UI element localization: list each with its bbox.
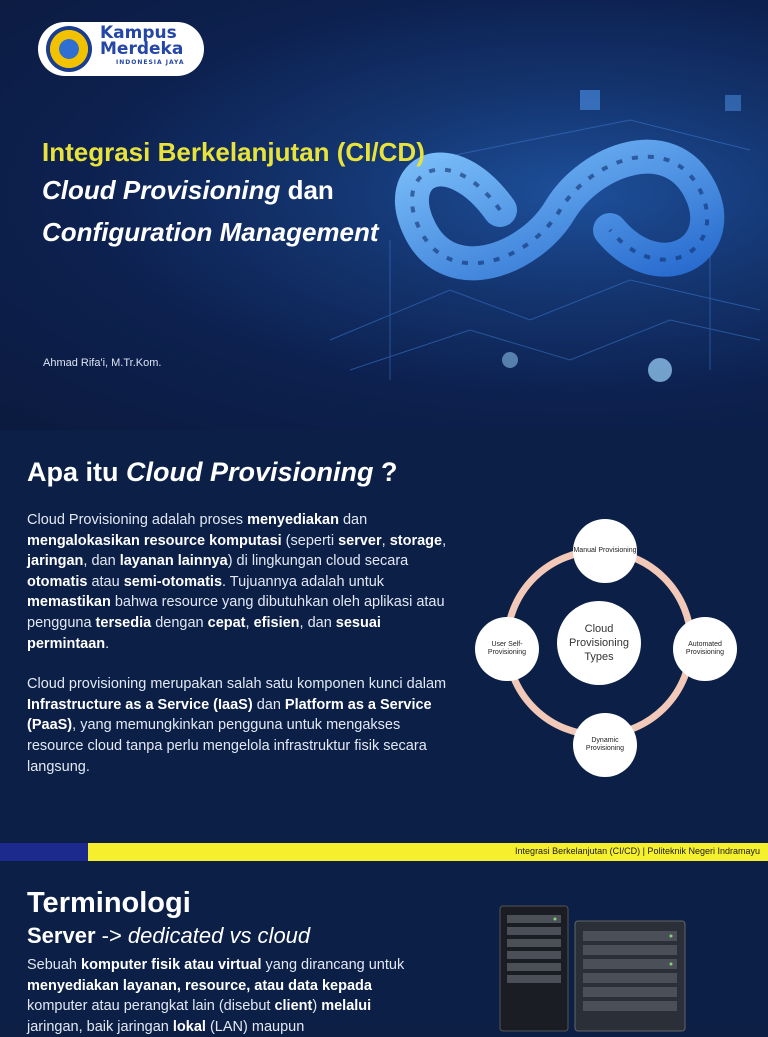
node-dynamic: Dynamic Provisioning [573, 713, 637, 777]
definition-run: storage [389, 532, 443, 549]
server-definition-run: melalui [321, 998, 372, 1014]
iaas-paas-run: Infrastructure as a Service (IaaS) [27, 696, 253, 713]
title-slide [0, 0, 768, 430]
section-title: Apa itu Cloud Provisioning ? [27, 457, 398, 487]
hero-title-line3: Configuration Management [42, 217, 379, 247]
server-definition-run: ) [312, 998, 322, 1014]
definition-run: semi-otomatis [123, 573, 223, 590]
definition-run: , [245, 614, 254, 631]
server-definition-run: jaringan, baik jaringan [27, 1018, 173, 1035]
slide-footer [0, 843, 768, 861]
node-automated: Automated Provisioning [673, 617, 737, 681]
definition-run: mengalokasikan resource komputasi [27, 532, 282, 549]
node-manual: Manual Provisioning [573, 519, 637, 583]
definition-run: efisien [253, 614, 300, 631]
footer-left-block [0, 843, 88, 861]
hero-title-line1: Integrasi Berkelanjutan (CI/CD) [42, 137, 425, 167]
server-definition-run: lokal [172, 1018, 206, 1035]
institution-emblem-icon [46, 26, 92, 72]
node-user-self: User Self-Provisioning [475, 617, 539, 681]
cloud-provisioning-slide [0, 430, 768, 845]
definition-run: , [381, 532, 390, 549]
definition-run: Cloud Provisioning adalah proses [27, 512, 248, 528]
definition-run: bahwa resource yang dibutuhkan oleh aplikasi atau pengguna [27, 594, 445, 631]
definition-run: memastikan [27, 594, 111, 611]
definition-run: atau [87, 573, 124, 590]
author-name: Ahmad Rifa'i, M.Tr.Kom. [43, 357, 162, 369]
provisioning-types-diagram [473, 515, 753, 780]
definition-run: server [338, 532, 382, 549]
server-definition-run: komputer atau perangkat lain (disebut [27, 998, 275, 1014]
iaas-paas-run: , yang memungkinkan pengguna untuk mengakses resource cloud tanpa perlu mengelola infrastruktur fisik secara langsung. [27, 717, 427, 775]
hero-title-line2: Cloud Provisioning dan [42, 175, 334, 205]
definition-run: . Tujuannya adalah untuk [222, 573, 385, 590]
iaas-paas-paragraph [27, 674, 457, 777]
definition-run: , dan [299, 614, 336, 631]
server-definition-run: yang dirancang untuk [261, 957, 405, 973]
server-definition-run: menyediakan layanan, resource, atau data kepada [27, 977, 372, 994]
server-subtitle: Server -> dedicated vs cloud [27, 923, 311, 948]
logo-wordmark: Kampus Merdeka [100, 23, 184, 59]
logo-tagline: INDONESIA JAYA [116, 59, 185, 66]
server-definition-run: (LAN) maupun [205, 1018, 305, 1035]
definition-run: (seperti [281, 532, 339, 549]
footer-text: Integrasi Berkelanjutan (CI/CD) | Politeknik Negeri Indramayu [515, 846, 760, 856]
definition-run: dengan [151, 614, 208, 631]
center-node: Cloud Provisioning Types [557, 601, 641, 685]
iaas-paas-run: dan [252, 696, 285, 713]
definition-run: , dan [83, 553, 120, 570]
definition-run: tersedia [95, 614, 152, 631]
server-definition-run: komputer fisik atau virtual [81, 957, 262, 973]
kampus-merdeka-logo [38, 22, 204, 76]
server-definition [27, 955, 427, 1037]
footer-right-block [88, 843, 768, 861]
definition-paragraph [27, 510, 457, 654]
definition-run: jaringan [27, 553, 84, 570]
definition-run: , [442, 532, 447, 549]
server-rack-image [495, 901, 695, 1031]
server-definition-run: client [274, 998, 313, 1014]
section-body [27, 510, 457, 797]
definition-run: dan [338, 512, 368, 528]
definition-run: cepat [207, 614, 246, 631]
iaas-paas-run: Cloud provisioning merupakan salah satu komponen kunci dalam [27, 676, 447, 693]
definition-run: layanan lainnya [119, 553, 228, 570]
definition-run: . [105, 635, 110, 652]
definition-run: otomatis [27, 573, 88, 590]
definition-run: menyediakan [247, 512, 339, 528]
server-definition-run: Sebuah [27, 957, 82, 973]
terminology-slide [0, 861, 768, 1035]
iaas-paas-run: Platform as a Service (PaaS) [27, 696, 432, 734]
definition-run: sesuai permintaan [27, 614, 381, 652]
terminology-title: Terminologi [27, 887, 191, 919]
infinity-illustration [330, 40, 760, 410]
definition-run: ) di lingkungan cloud secara [227, 553, 409, 570]
